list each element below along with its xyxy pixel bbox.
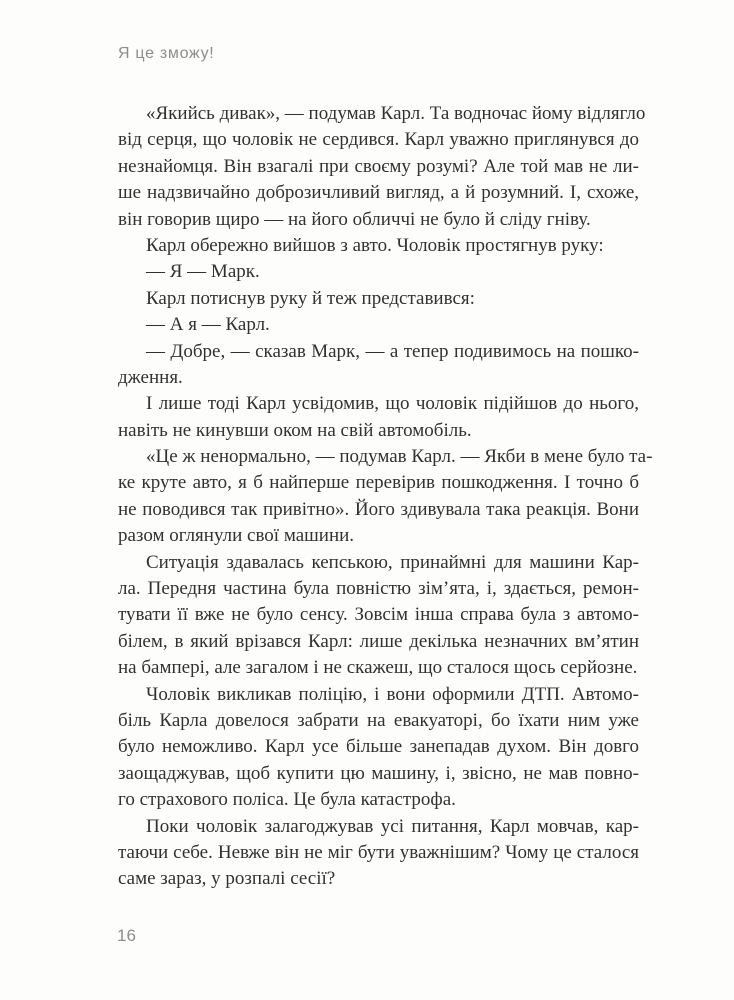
body-text: [118, 101, 653, 893]
text-line: заощаджував, щоб купити цю машину, і, звісно, не мав повно-: [118, 762, 639, 784]
text-line: «Якийсь дивак», — подумав Карл. Та водночас йому відлягло: [146, 103, 646, 124]
paragraph: [118, 339, 639, 392]
paragraph: [118, 312, 639, 338]
text-line: він говорив щиро — на його обличчі не було й сліду гніву.: [118, 208, 591, 230]
text-line: ше надзвичайно доброзичливий вигляд, а й розумний. І, схоже,: [118, 182, 639, 204]
running-header: Я це зможу!: [118, 45, 215, 62]
text-line: було неможливо. Карл усе більше занепадав духом. Він довго: [118, 736, 639, 758]
text-line: не поводився так привітно». Його здивувала така реакція. Вони: [118, 498, 639, 520]
text-line: Чоловік викликав поліцію, і вони оформили ДТП. Автомо-: [146, 683, 639, 705]
text-line: навіть не кинувши оком на свій автомобіль.: [118, 419, 472, 441]
page-number: 16: [117, 926, 136, 945]
text-line: біль Карла довелося забрати на евакуаторі, бо їхати ним уже: [118, 709, 639, 731]
text-line: «Це ж ненормально, — подумав Карл. — Якби в мене було та-: [146, 446, 653, 468]
text-line: ла. Передня частина була повністю зім’ята, і, здається, ремон-: [118, 578, 639, 600]
text-line: го страхового поліса. Це була катастрофа.: [118, 789, 456, 811]
paragraph: [118, 391, 639, 444]
text-line: саме зараз, у розпалі сесії?: [118, 868, 336, 890]
text-line: незнайомця. Він взагалі при своєму розумі? Але той мав не ли-: [118, 155, 639, 177]
text-line: дження.: [118, 366, 183, 388]
paragraph: [118, 259, 639, 285]
text-line: тувати її вже не було сенсу. Зовсім інша справа була з автомо-: [118, 604, 639, 626]
text-line: білем, в який врізався Карл: лише декілька незначних вм’ятин: [118, 630, 639, 652]
paragraph: [118, 682, 639, 814]
text-line: Карл обережно вийшов з авто. Чоловік простягнув руку:: [146, 234, 604, 256]
paragraph: [118, 233, 639, 259]
text-line: Ситуація здавалась кепською, принаймні для машини Кар-: [146, 551, 639, 573]
text-line: разом оглянули свої машини.: [118, 525, 355, 547]
paragraph: [118, 101, 646, 233]
text-line: таючи себе. Невже він не міг бути уважнішим? Чому це сталося: [118, 841, 639, 863]
text-line: — А я — Карл.: [146, 314, 270, 336]
text-line: — Я — Марк.: [146, 261, 260, 283]
paragraph: [118, 814, 639, 893]
text-line: Поки чоловік залагоджував усі питання, Карл мовчав, кар-: [146, 815, 639, 837]
text-line: Карл потиснув руку й теж представився:: [146, 287, 475, 309]
text-line: І лише тоді Карл усвідомив, що чоловік підійшов до нього,: [146, 393, 639, 415]
text-line: — Добре, — сказав Марк, — а тепер подивимось на пошко-: [146, 340, 639, 362]
paragraph: [118, 286, 639, 312]
paragraph: [118, 444, 653, 550]
paragraph: [118, 550, 639, 682]
text-line: на бампері, але загалом і не скажеш, що сталося щось серйозне.: [118, 657, 638, 679]
text-line: від серця, що чоловік не сердився. Карл уважно приглянувся до: [118, 129, 639, 151]
text-line: ке круте авто, я б найперше перевірив пошкодження. І точно б: [118, 472, 639, 494]
